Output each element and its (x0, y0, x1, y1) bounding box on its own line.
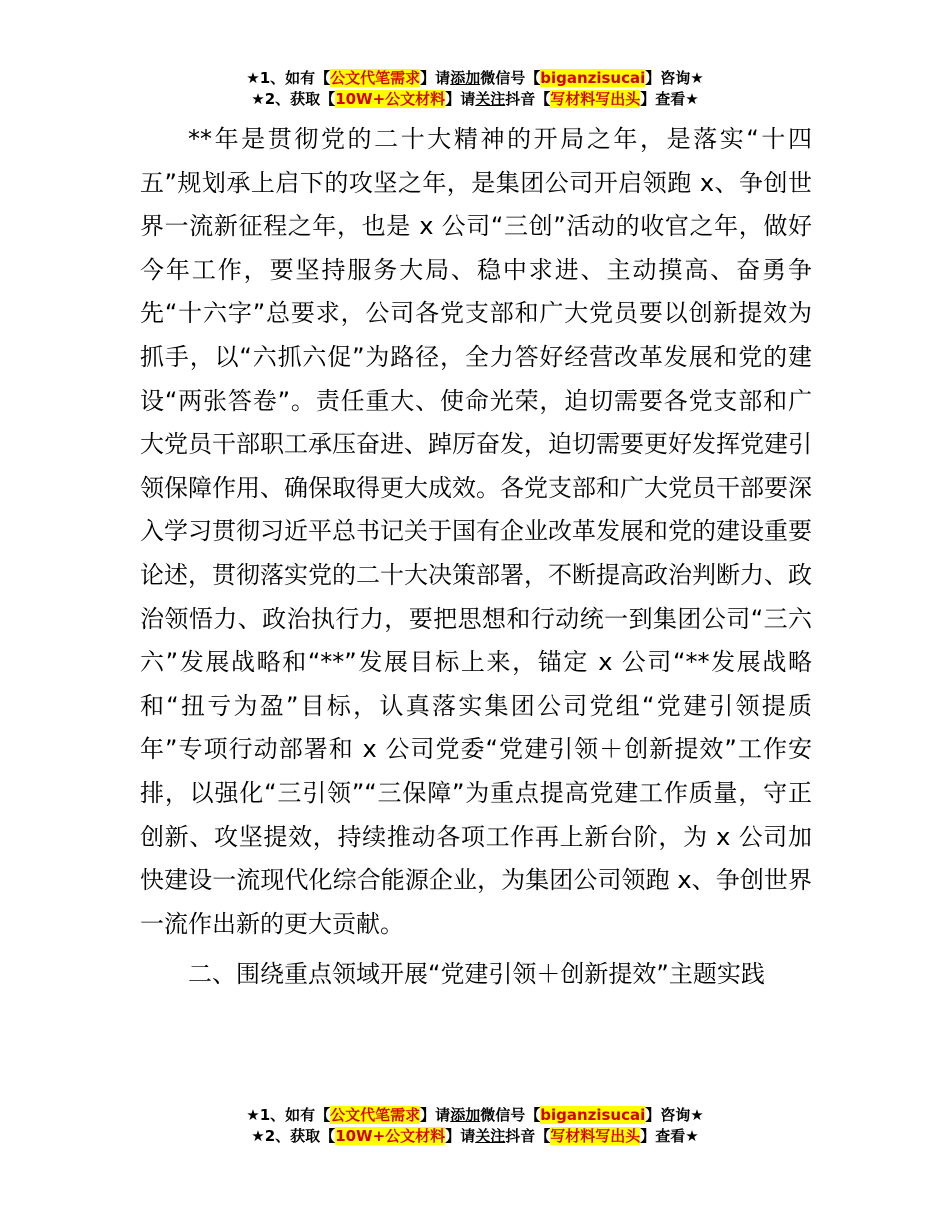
footer-banner (0, 1105, 950, 1147)
highlight-wechat-id: biganzisucai (540, 69, 646, 87)
body-paragraph: **年是贯彻党的二十大精神的开局之年，是落实“十四五”规划承上启下的攻坚之年，是集团公司开启领跑 x、争创世界一流新征程之年，也是 x 公司“三创”活动的收官之年，做好今年工作，要坚持服务大局、稳中求进、主动摸高、奋勇争先“十六字”总要求，公司各党支部和广大党员要以创新提效为抓手，以“六抓六促”为路径，全力答好经营改革发展和党的建设“两张答卷”。责任重大、使命光荣，迫切需要各党支部和广大党员干部职工承压奋进、踔厉奋发，迫切需要更好发挥党建引领保障作用、确保取得更大成效。各党支部和广大党员干部要深入学习贯彻习近平总书记关于国有企业改革发展和党的建设重要论述，贯彻落实党的二十大决策部署，不断提高政治判断力、政治领悟力、政治执行力，要把思想和行动统一到集团公司“三六六”发展战略和“**”发展目标上来，锚定 x 公司“**发展战略和“扭亏为盈”目标，认真落实集团公司党组“党建引领提质年”专项行动部署和 x 公司党委“党建引领＋创新提效”工作安排，以强化“三引领”“三保障”为重点提高党建工作质量，守正创新、攻坚提效，持续推动各项工作再上新台阶，为 x 公司加快建设一流现代化综合能源企业，为集团公司领跑 x、争创世界一流作出新的更大贡献。 (140, 125, 812, 938)
banner-text: 】请 (445, 1127, 476, 1145)
banner-text: 微信号【 (480, 1106, 541, 1124)
header-banner (0, 68, 950, 110)
banner-text: ★1、如有【 (246, 69, 331, 87)
banner-line-2 (0, 89, 950, 110)
banner-text: 】咨询★ (645, 69, 704, 87)
highlight-service: 公文代笔需求 (330, 1106, 421, 1124)
section-heading: 二、围绕重点领域开展“党建引领＋创新提效”主题实践 (188, 960, 765, 988)
banner-text: 】请 (420, 1106, 451, 1124)
banner-underlined-text: 关注 (475, 1127, 506, 1145)
highlight-service: 公文代笔需求 (330, 69, 421, 87)
banner-line-2 (0, 1126, 950, 1147)
banner-text: 】咨询★ (645, 1106, 704, 1124)
document-body (140, 118, 812, 946)
banner-text: 】请 (420, 69, 451, 87)
banner-line-1 (0, 68, 950, 89)
highlight-materials: 10W+公文材料 (335, 1127, 446, 1145)
banner-text: ★1、如有【 (246, 1106, 331, 1124)
banner-underlined-text: 关注 (475, 90, 506, 108)
banner-text: 】请 (445, 90, 476, 108)
banner-text: 微信号【 (480, 69, 541, 87)
highlight-materials: 10W+公文材料 (335, 90, 446, 108)
banner-text: 】查看★ (640, 1127, 699, 1145)
banner-text: 】查看★ (640, 90, 699, 108)
banner-underlined-text: 添加 (450, 69, 481, 87)
banner-underlined-text: 添加 (450, 1106, 481, 1124)
banner-line-1 (0, 1105, 950, 1126)
banner-text: 抖音【 (505, 90, 551, 108)
highlight-wechat-id: biganzisucai (540, 1106, 646, 1124)
highlight-douyin-account: 写材料写出头 (550, 90, 641, 108)
banner-text: ★2、获取【 (251, 90, 336, 108)
banner-text: ★2、获取【 (251, 1127, 336, 1145)
highlight-douyin-account: 写材料写出头 (550, 1127, 641, 1145)
banner-text: 抖音【 (505, 1127, 551, 1145)
